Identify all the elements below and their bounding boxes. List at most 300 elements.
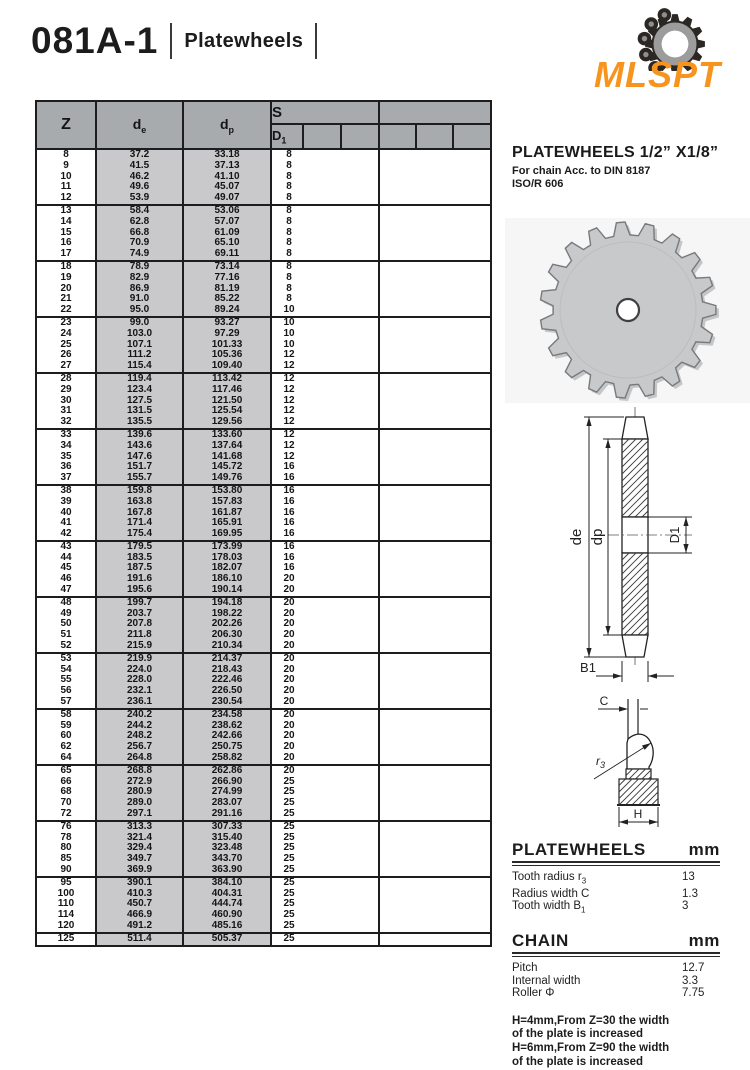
table-value: 95 [60, 876, 72, 888]
table-cell [271, 485, 379, 541]
table-value: 226.50 [211, 685, 243, 697]
table-value: 219.9 [126, 652, 153, 664]
table-value: 120 [57, 919, 75, 931]
svg-text:r3: $r_3$ [596, 754, 606, 770]
table-value: 25 [283, 831, 295, 843]
table-value: 133.60 [211, 428, 243, 440]
table-value: 169.95 [211, 528, 243, 540]
table-value: 64 [60, 752, 72, 764]
table-value: 20 [283, 629, 295, 641]
table-value: 511.4 [127, 932, 152, 944]
table-value: 262.86 [211, 764, 243, 776]
divider [170, 23, 172, 59]
svg-text:B1: B1 [580, 660, 596, 675]
table-value: 12 [283, 394, 295, 406]
table-value: 363.90 [211, 864, 243, 875]
table-value: 20 [283, 696, 295, 708]
svg-text:H: H [633, 807, 643, 821]
table-value: 450.7 [126, 898, 153, 910]
table-value: 48 [60, 596, 72, 608]
table-value: 16 [283, 472, 295, 484]
spec-label: Internal width [512, 974, 581, 987]
table-value: 21 [60, 293, 72, 305]
table-cell [36, 317, 96, 373]
table-value: 82.9 [129, 271, 150, 283]
table-value: 81.19 [214, 282, 240, 294]
table-value: 25 [283, 842, 295, 854]
table-value: 12 [283, 428, 295, 440]
table-value: 58.4 [129, 204, 150, 216]
table-cell [379, 429, 491, 485]
page-header [31, 18, 329, 64]
table-cell [36, 261, 96, 317]
table-value: 49.6 [129, 181, 150, 193]
table-value: 53.9 [129, 192, 150, 204]
table-value: 343.70 [211, 853, 243, 865]
platewheels-spec-rows [512, 871, 720, 917]
table-value: 307.33 [211, 820, 243, 832]
table-value: 22 [60, 304, 72, 316]
table-cell [183, 709, 271, 765]
table-value: 105.36 [211, 349, 243, 361]
table-value: 49.07 [214, 192, 240, 204]
product-title: PLATEWHEELS 1/2” X1/8” [512, 144, 719, 161]
table-value: 167.8 [126, 506, 153, 518]
table-cell [271, 653, 379, 709]
table-cell [36, 541, 96, 597]
table-value: 20 [283, 596, 295, 608]
table-value: 65.10 [214, 237, 240, 249]
table-cell [183, 373, 271, 429]
table-value: 8 [286, 293, 292, 305]
table-cell [96, 821, 183, 877]
table-value: 8 [286, 159, 292, 171]
table-block-row [36, 653, 491, 709]
table-value: 45 [60, 562, 72, 574]
table-value: 9 [63, 159, 69, 171]
note-line: of the plate is increased [512, 1055, 644, 1068]
col-header-blank [379, 101, 491, 124]
table-value: 17 [60, 248, 72, 260]
table-cell [271, 541, 379, 597]
table-value: 16 [283, 495, 295, 507]
note-line: H=4mm,From Z=30 the width [512, 1014, 670, 1027]
table-value: 256.7 [126, 741, 153, 753]
table-value: 16 [60, 237, 72, 249]
table-value: 283.07 [211, 797, 243, 809]
table-value: 20 [60, 282, 72, 294]
table-cell [96, 317, 183, 373]
table-value: 57 [60, 696, 72, 708]
table-value: 248.2 [126, 730, 153, 742]
table-value: 466.9 [126, 909, 153, 921]
table-value: 15 [60, 226, 72, 238]
table-value: 97.29 [214, 327, 240, 339]
table-value: 16 [283, 551, 295, 563]
table-value: 203.7 [126, 607, 153, 619]
table-value: 110 [57, 898, 75, 910]
table-value: 10 [283, 304, 295, 316]
table-value: 34 [60, 439, 72, 451]
table-value: 25 [283, 898, 295, 910]
table-value: 20 [283, 607, 295, 619]
table-cell [271, 373, 379, 429]
table-value: 12 [60, 192, 72, 204]
spec-value: 3.3 [682, 974, 698, 987]
table-value: 297.1 [126, 808, 153, 820]
table-value: 485.16 [211, 919, 243, 931]
table-cell [271, 709, 379, 765]
table-value: 129.56 [211, 416, 243, 428]
table-value: 27 [60, 360, 72, 372]
table-value: 13 [60, 204, 72, 216]
table-value: 20 [283, 719, 295, 731]
table-cell [96, 765, 183, 821]
table-value: 12 [283, 450, 295, 462]
table-value: 215.9 [126, 640, 153, 652]
table-value: 69.11 [214, 248, 240, 260]
chain-spec-unit: mm [688, 931, 720, 951]
table-cell [379, 933, 491, 946]
table-value: 119.4 [127, 372, 152, 384]
table-value: 264.8 [126, 752, 153, 764]
table-value: 25 [283, 808, 295, 820]
spec-row [512, 888, 720, 901]
table-value: 186.10 [211, 573, 243, 585]
col-header-s: S [271, 101, 379, 124]
table-value: 36 [60, 461, 72, 473]
table-value: 74.9 [129, 248, 150, 260]
table-value: 289.0 [126, 797, 153, 809]
table-value: 101.33 [211, 338, 243, 350]
brand-logo [593, 8, 748, 102]
table-cell [36, 597, 96, 653]
table-value: 85.22 [214, 293, 240, 305]
table-value: 14 [60, 215, 72, 227]
table-cell [96, 933, 183, 946]
spec-value: 1.3 [682, 887, 698, 900]
table-value: 12 [283, 349, 295, 361]
table-value: 20 [283, 708, 295, 720]
table-cell [36, 877, 96, 933]
table-cell [96, 653, 183, 709]
table-value: 19 [60, 271, 72, 283]
table-value: 183.5 [126, 551, 153, 563]
spec-label: Radius width C [512, 887, 590, 900]
table-value: 49 [60, 607, 72, 619]
table-cell [36, 933, 96, 946]
table-value: 12 [283, 372, 295, 384]
table-value: 37.13 [214, 159, 240, 171]
table-value: 182.07 [211, 562, 243, 574]
table-value: 20 [283, 640, 295, 652]
table-value: 51 [60, 629, 72, 641]
table-cell [96, 261, 183, 317]
table-cell [96, 373, 183, 429]
table-value: 41.5 [129, 159, 150, 171]
table-value: 47 [60, 584, 72, 596]
table-value: 107.1 [126, 338, 153, 350]
table-block-row [36, 373, 491, 429]
table-header [36, 101, 491, 149]
table-value: 12 [283, 383, 295, 395]
table-value: 20 [283, 741, 295, 753]
svg-text:dp: dp [589, 528, 606, 546]
table-value: 76 [60, 820, 72, 832]
table-value: 190.14 [211, 584, 243, 596]
table-value: 8 [286, 248, 292, 260]
table-value: 42 [60, 528, 72, 540]
table-value: 179.5 [126, 540, 153, 552]
table-value: 8 [286, 237, 292, 249]
table-value: 8 [286, 226, 292, 238]
table-value: 280.9 [126, 786, 153, 798]
table-value: 8 [63, 149, 69, 160]
iso-standard-note: ISO/R 606 [512, 178, 564, 190]
table-value: 35 [60, 450, 72, 462]
table-value: 11 [60, 181, 72, 193]
table-value: 123.4 [126, 383, 153, 395]
table-value: 161.87 [211, 506, 243, 518]
table-value: 39 [60, 495, 72, 507]
table-value: 90 [60, 864, 72, 875]
table-value: 141.68 [211, 450, 243, 462]
table-cell [183, 541, 271, 597]
table-value: 99.0 [129, 316, 150, 328]
table-value: 58 [60, 708, 72, 720]
table-body [36, 149, 491, 946]
table-block-row [36, 149, 491, 205]
table-value: 244.2 [126, 719, 153, 731]
col-header-z: Z [36, 101, 96, 149]
table-value: 10 [283, 316, 295, 328]
brand-name: MLSPT [594, 54, 721, 95]
table-value: 29 [60, 383, 72, 395]
table-value: 8 [286, 271, 292, 283]
table-value: 242.66 [211, 730, 243, 742]
table-value: 10 [60, 170, 72, 182]
table-cell [96, 149, 183, 205]
table-value: 25 [283, 775, 295, 787]
table-cell [96, 429, 183, 485]
table-value: 20 [283, 663, 295, 675]
table-value: 16 [283, 562, 295, 574]
table-value: 95.0 [129, 304, 150, 316]
tooth-profile-drawing [588, 693, 750, 841]
table-value: 178.03 [211, 551, 243, 563]
table-value: 61.09 [214, 226, 240, 238]
table-value: 207.8 [126, 618, 153, 630]
chain-spec-rows [512, 962, 720, 1000]
table-block-row [36, 709, 491, 765]
table-value: 62 [60, 741, 72, 753]
svg-text:C: C [599, 694, 609, 708]
table-block-row [36, 541, 491, 597]
table-value: 65 [60, 764, 72, 776]
table-value: 100 [57, 887, 75, 899]
table-value: 218.43 [211, 663, 243, 675]
table-cell [96, 541, 183, 597]
table-value: 390.1 [126, 876, 153, 888]
note-line: H=6mm,From Z=90 the width [512, 1042, 670, 1055]
table-cell [271, 317, 379, 373]
table-cell [271, 765, 379, 821]
table-value: 384.10 [211, 876, 243, 888]
table-value: 28 [60, 372, 72, 384]
table-value: 157.83 [211, 495, 243, 507]
table-cell [36, 765, 96, 821]
table-cell [379, 821, 491, 877]
table-value: 113.42 [211, 372, 243, 384]
table-value: 25 [283, 797, 295, 809]
model-number: 081A-1 [31, 20, 159, 61]
table-value: 313.3 [126, 820, 153, 832]
table-value: 70.9 [129, 237, 150, 249]
spec-label: Tooth radius $r_3$ [512, 871, 587, 886]
table-value: 206.30 [211, 629, 243, 641]
table-value: 25 [60, 338, 72, 350]
table-value: 16 [283, 461, 295, 473]
table-value: 369.9 [126, 864, 153, 875]
table-value: 202.26 [211, 618, 243, 630]
spec-row [512, 871, 720, 888]
table-value: 41.10 [214, 170, 240, 182]
table-cell [271, 821, 379, 877]
table-value: 236.1 [126, 696, 153, 708]
table-value: 109.40 [211, 360, 243, 372]
specs-panel [512, 840, 720, 1070]
table-value: 31 [60, 405, 72, 417]
table-block-row [36, 261, 491, 317]
table-value: 238.62 [211, 719, 243, 731]
table-value: 444.74 [211, 898, 243, 910]
table-cell [379, 765, 491, 821]
table-value: 68 [60, 786, 72, 798]
table-value: 16 [283, 540, 295, 552]
table-value: 195.6 [126, 584, 153, 596]
table-value: 78 [60, 831, 72, 843]
table-value: 33.18 [214, 149, 240, 160]
table-value: 20 [283, 730, 295, 742]
table-block-row [36, 821, 491, 877]
table-value: 16 [283, 484, 295, 496]
table-value: 16 [283, 517, 295, 529]
table-value: 12 [283, 360, 295, 372]
table-value: 173.99 [211, 540, 243, 552]
table-value: 59 [60, 719, 72, 731]
table-value: 240.2 [126, 708, 153, 720]
table-value: 149.76 [211, 472, 243, 484]
table-value: 37.2 [129, 149, 150, 160]
table-value: 194.18 [211, 596, 243, 608]
table-cell [96, 205, 183, 261]
table-value: 139.6 [126, 428, 153, 440]
col-header-de: $d_e$ [96, 101, 183, 149]
table-value: 20 [283, 752, 295, 764]
table-block-row [36, 429, 491, 485]
table-value: 125 [57, 932, 75, 944]
table-block-row [36, 933, 491, 946]
table-value: 268.8 [126, 764, 153, 776]
table-cell [96, 485, 183, 541]
table-cell [96, 877, 183, 933]
table-cell [271, 933, 379, 946]
table-value: 20 [283, 584, 295, 596]
table-cell [96, 597, 183, 653]
spec-label: Tooth width $B_1$ [512, 900, 586, 915]
table-value: 53.06 [214, 204, 240, 216]
table-cell [96, 709, 183, 765]
table-value: 8 [286, 170, 292, 182]
table-value: 91.0 [129, 293, 150, 305]
table-value: 274.99 [211, 786, 243, 798]
table-value: 127.5 [126, 394, 153, 406]
table-value: 8 [286, 181, 292, 193]
chain-standard-note: For chain Acc. to DIN 8187 [512, 165, 651, 177]
col-header-d1: $D_1$ [271, 124, 303, 149]
table-value: 18 [60, 260, 72, 272]
table-value: 232.1 [126, 685, 153, 697]
table-value: 121.50 [211, 394, 243, 406]
table-value: 10 [283, 338, 295, 350]
table-value: 329.4 [126, 842, 153, 854]
table-value: 8 [286, 192, 292, 204]
table-cell [183, 877, 271, 933]
table-value: 25 [283, 864, 295, 875]
col-header-dp: $d_p$ [183, 101, 271, 149]
table-cell [379, 485, 491, 541]
table-value: 41 [60, 517, 72, 529]
table-value: 222.46 [211, 674, 243, 686]
table-value: 258.82 [211, 752, 243, 764]
table-cell [271, 597, 379, 653]
table-value: 53 [60, 652, 72, 664]
table-value: 72 [60, 808, 72, 820]
table-value: 12 [283, 416, 295, 428]
table-value: 115.4 [127, 360, 152, 372]
table-cell [379, 149, 491, 205]
table-block-row [36, 765, 491, 821]
col-header-empty [453, 124, 491, 149]
table-cell [183, 765, 271, 821]
col-header-empty [341, 124, 379, 149]
table-value: 211.8 [127, 629, 152, 641]
table-value: 25 [283, 887, 295, 899]
table-value: 44 [60, 551, 72, 563]
table-cell [183, 149, 271, 205]
table-cell [183, 317, 271, 373]
note-line: of the plate is increased [512, 1028, 644, 1041]
table-value: 78.9 [129, 260, 150, 272]
table-value: 103.0 [126, 327, 153, 339]
table-value: 155.7 [126, 472, 153, 484]
table-value: 46.2 [129, 170, 150, 182]
table-value: 20 [283, 618, 295, 630]
table-value: 26 [60, 349, 72, 361]
table-value: 187.5 [126, 562, 153, 574]
table-value: 25 [283, 786, 295, 798]
table-value: 20 [283, 764, 295, 776]
table-cell [36, 429, 96, 485]
table-value: 323.48 [211, 842, 243, 854]
table-value: 89.24 [214, 304, 240, 316]
table-cell [379, 597, 491, 653]
table-cell [183, 205, 271, 261]
table-value: 214.37 [211, 652, 243, 664]
svg-text:de: de [568, 528, 585, 546]
table-cell [36, 149, 96, 205]
table-value: 25 [283, 820, 295, 832]
